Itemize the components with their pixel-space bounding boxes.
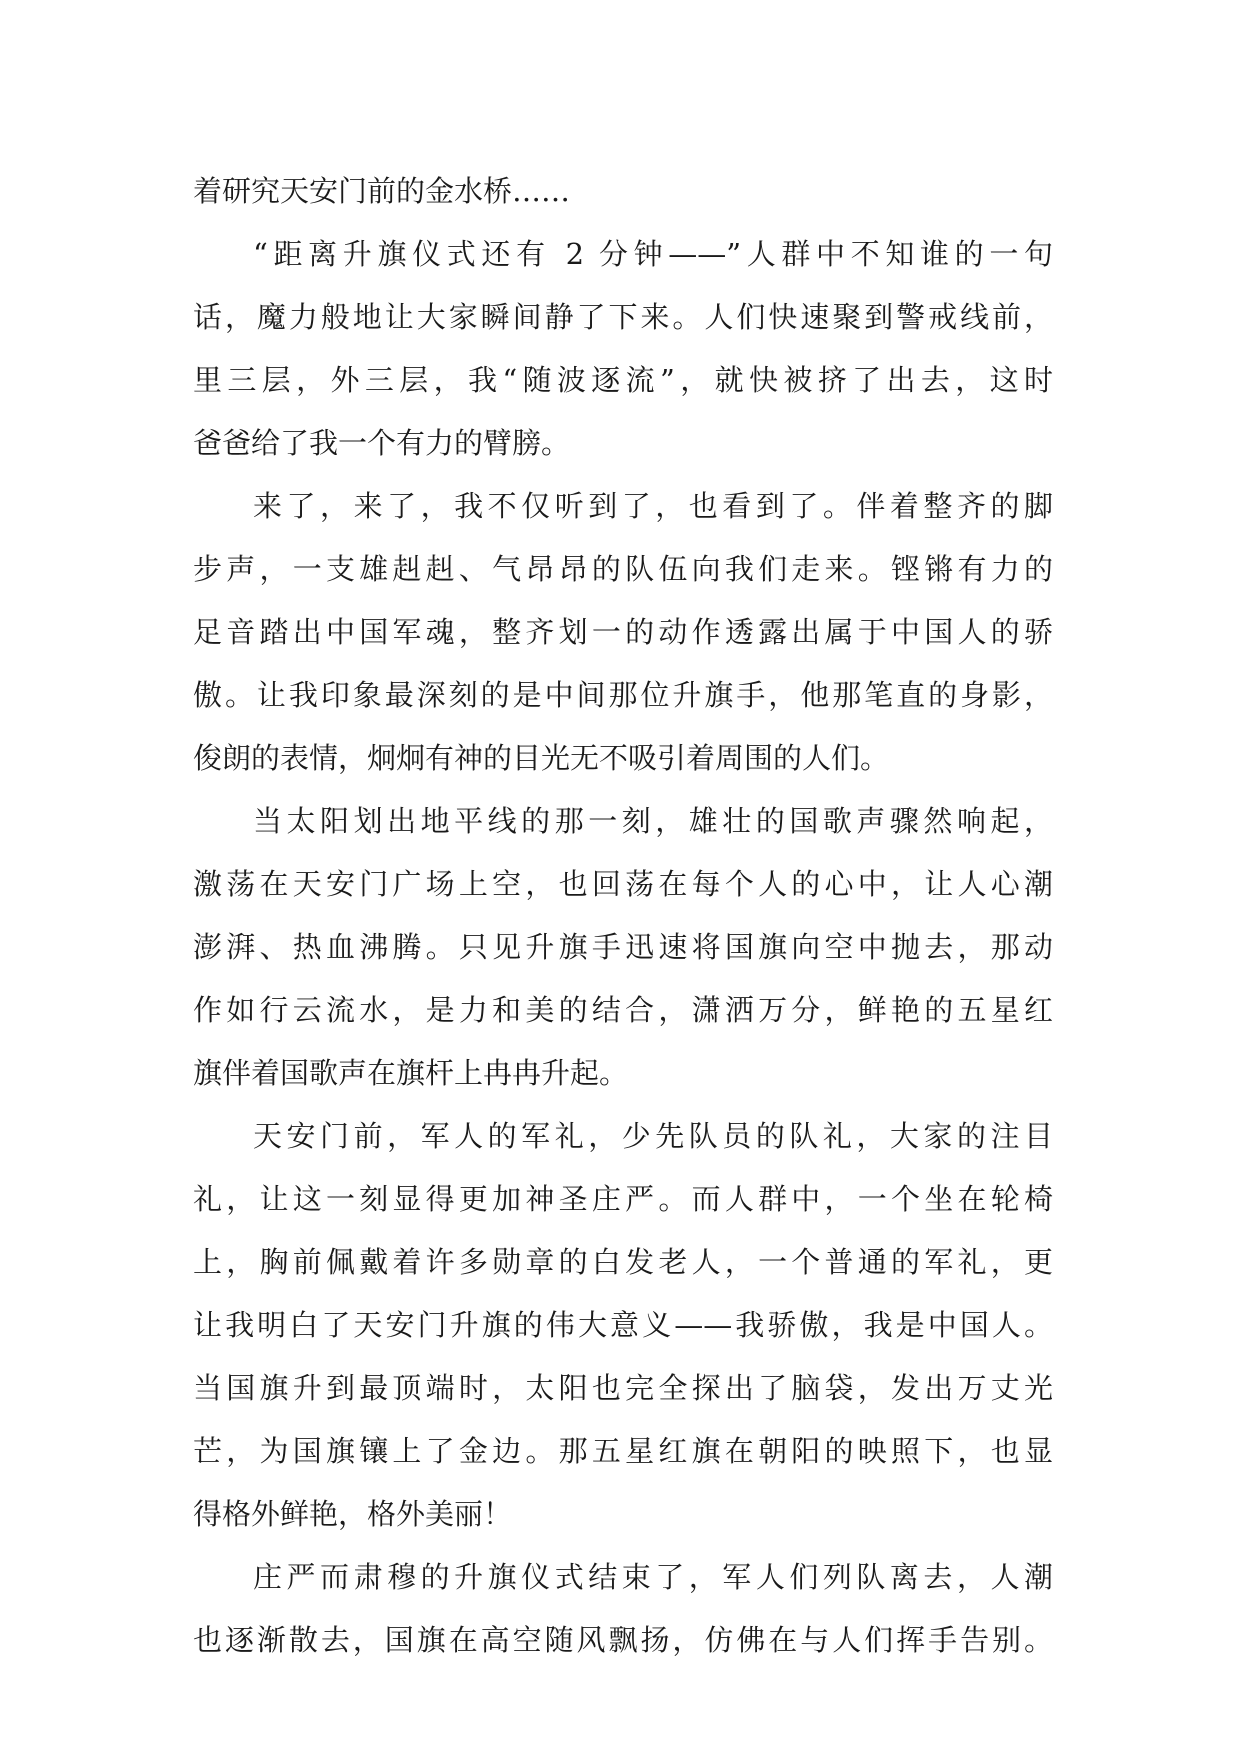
text-line: “距离升旗仪式还有 2 分钟——”人群中不知谁的一句 <box>253 237 1053 271</box>
text-line: 也逐渐散去，国旗在高空随风飘扬，仿佛在与人们挥手告别。 <box>193 1623 1053 1657</box>
text-line: 当国旗升到最顶端时，太阳也完全探出了脑袋，发出万丈光 <box>193 1371 1053 1405</box>
text-line: 俊朗的表情，炯炯有神的目光无不吸引着周围的人们。 <box>193 741 890 775</box>
text-line: 庄严而肃穆的升旗仪式结束了，军人们列队离去，人潮 <box>253 1560 1053 1594</box>
text-line: 来了，来了，我不仅听到了，也看到了。伴着整齐的脚 <box>253 489 1053 523</box>
essay-body <box>193 160 1053 1672</box>
text-line: 旗伴着国歌声在旗杆上冉冉升起。 <box>193 1056 629 1090</box>
text-line: 让我明白了天安门升旗的伟大意义——我骄傲，我是中国人。 <box>193 1308 1053 1342</box>
text-line: 里三层，外三层，我“随波逐流”，就快被挤了出去，这时 <box>193 363 1053 397</box>
text-line: 步声，一支雄赳赳、气昂昂的队伍向我们走来。铿锵有力的 <box>193 552 1053 586</box>
text-line: 足音踏出中国军魂，整齐划一的动作透露出属于中国人的骄 <box>193 615 1053 649</box>
text-line: 澎湃、热血沸腾。只见升旗手迅速将国旗向空中抛去，那动 <box>193 930 1053 964</box>
text-line: 激荡在天安门广场上空，也回荡在每个人的心中，让人心潮 <box>193 867 1053 901</box>
text-line: 傲。让我印象最深刻的是中间那位升旗手，他那笔直的身影， <box>193 678 1053 712</box>
text-line: 得格外鲜艳，格外美丽！ <box>193 1497 513 1531</box>
text-line: 爸爸给了我一个有力的臂膀。 <box>193 426 571 460</box>
text-line: 礼，让这一刻显得更加神圣庄严。而人群中，一个坐在轮椅 <box>193 1182 1053 1216</box>
text-line: 天安门前，军人的军礼，少先队员的队礼，大家的注目 <box>253 1119 1053 1153</box>
text-line: 作如行云流水，是力和美的结合，潇洒万分，鲜艳的五星红 <box>193 993 1053 1027</box>
text-line: 着研究天安门前的金水桥…… <box>193 174 571 208</box>
text-line: 芒，为国旗镶上了金边。那五星红旗在朝阳的映照下，也显 <box>193 1434 1053 1468</box>
text-line: 上，胸前佩戴着许多勋章的白发老人，一个普通的军礼，更 <box>193 1245 1053 1279</box>
text-line: 话，魔力般地让大家瞬间静了下来。人们快速聚到警戒线前， <box>193 300 1053 334</box>
text-line: 当太阳划出地平线的那一刻，雄壮的国歌声骤然响起， <box>253 804 1053 838</box>
